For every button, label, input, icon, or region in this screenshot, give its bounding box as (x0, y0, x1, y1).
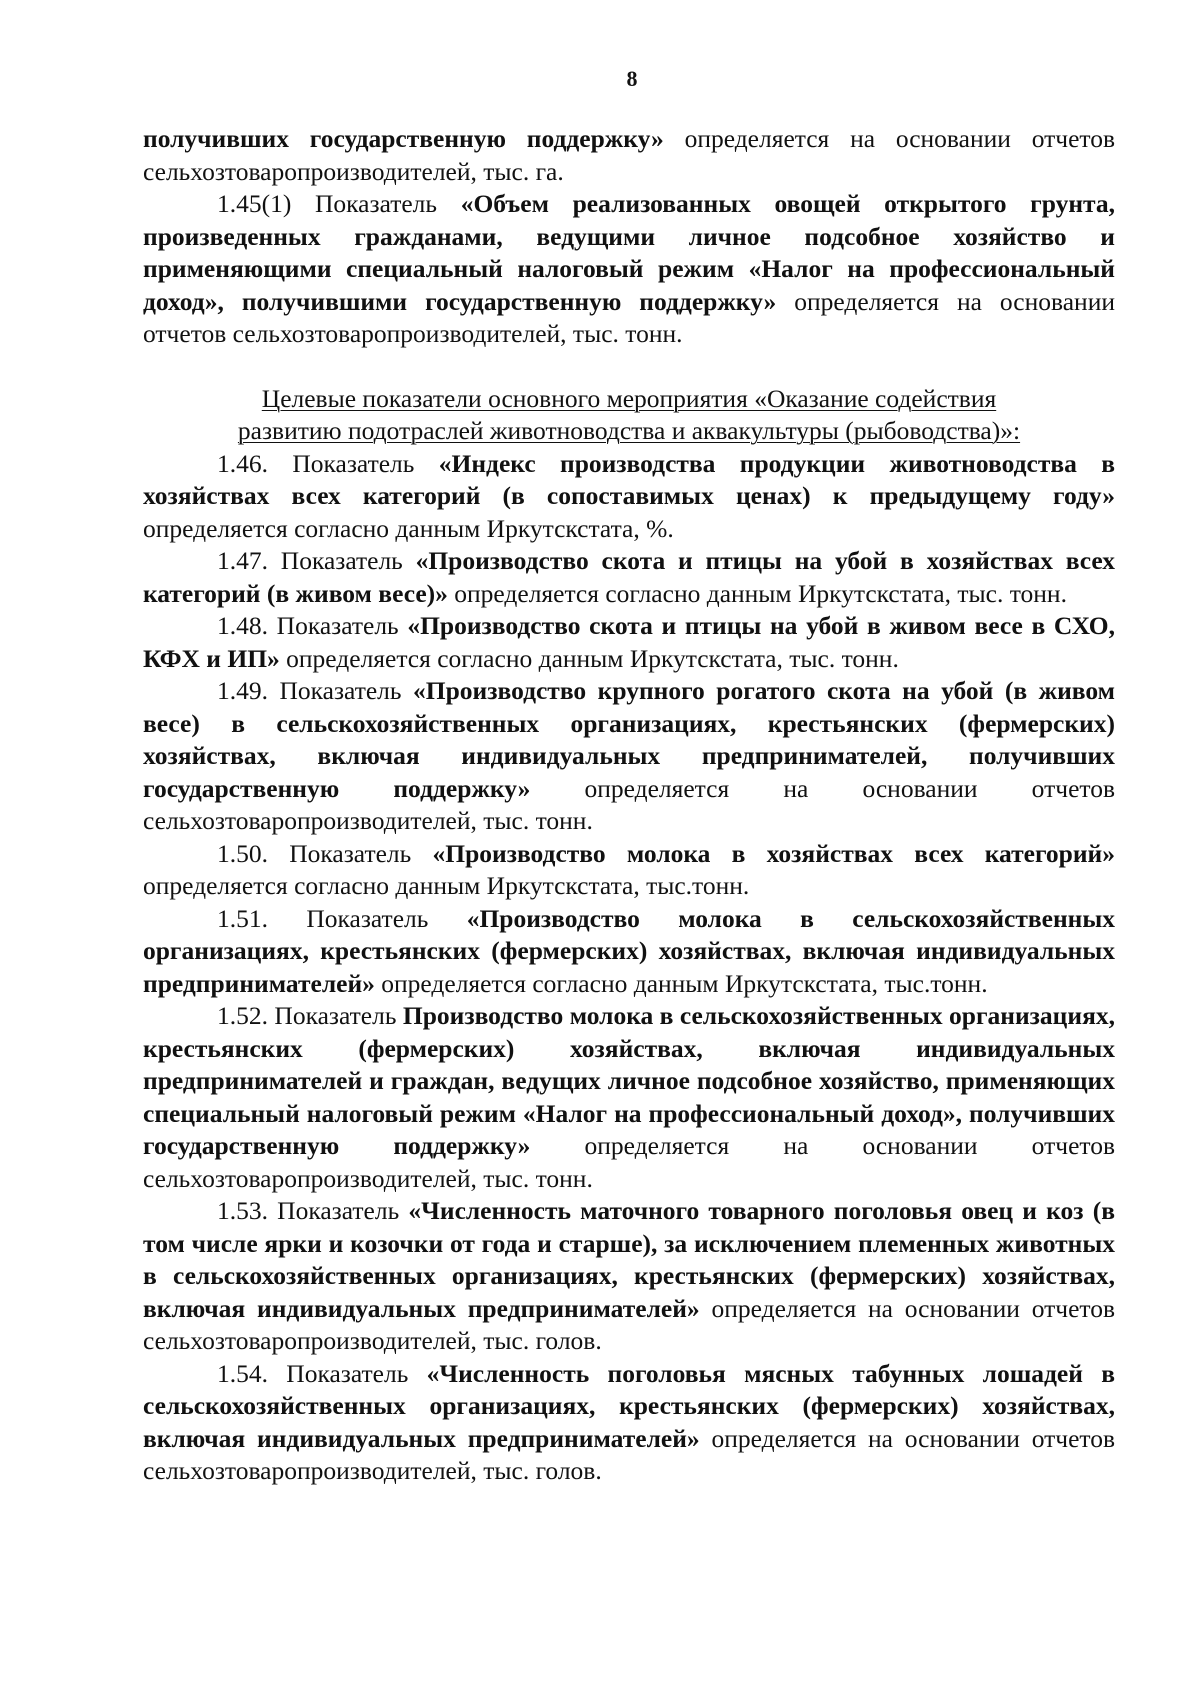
section-heading-line-1: Целевые показатели основного мероприятия «Оказание содействия (261, 383, 997, 413)
paragraph-text: определяется согласно данным Иркутскстата, тыс.тонн. (374, 968, 988, 998)
items-list (143, 448, 1115, 1488)
paragraph-bold-text: «Производство молока в хозяйствах всех категорий» (432, 838, 1115, 868)
paragraph-text: определяется на основании отчетов сельхозтоваропроизводителей, тыс. голов. (143, 1423, 1115, 1485)
paragraph-text: определяется на основании отчетов сельхозтоваропроизводителей, тыс. га. (143, 124, 1115, 186)
paragraph-bold-text: «Индекс производства продукции животноводства в хозяйствах всех категорий (в сопоставимых ценах) к предыдущему году» (143, 448, 1115, 510)
page-number: 8 (626, 66, 638, 91)
document-body (143, 123, 1115, 1488)
paragraph-text: определяется на основании отчетов сельхозтоваропроизводителей, тыс. тонн. (143, 1131, 1115, 1193)
paragraph-lead: Показатель (268, 611, 408, 640)
paragraph-number: 1.46. (217, 448, 268, 478)
paragraph-lead: Показатель (268, 1001, 403, 1030)
paragraph-text: определяется согласно данным Иркутскстата, тыс. тонн. (279, 643, 899, 673)
paragraph-number: 1.47. (217, 546, 268, 575)
paragraph-lead: Показатель (268, 676, 414, 705)
paragraph-text: определяется на основании отчетов сельхозтоваропроизводителей, тыс. голов. (143, 1293, 1115, 1355)
paragraph-text: определяется на основании отчетов сельхозтоваропроизводителей, тыс. тонн. (143, 773, 1115, 835)
paragraph-number: 1.50. (217, 838, 268, 868)
paragraph-bold-text: «Производство молока в сельскохозяйственных организациях, крестьянских (фермерских) хозяйствах, включая индивидуальных предпринимателей» (143, 903, 1115, 998)
paragraph-continuation (143, 123, 1115, 188)
paragraph-number: 1.45(1) (217, 189, 292, 218)
paragraph-bold-text: «Производство крупного рогатого скота на убой (в живом весе) в сельскохозяйственных организациях, крестьянских (фермерских) хозяйствах, включая индивидуальных предпринимателей, получивших государственную поддержку» (143, 676, 1115, 803)
paragraph-number: 1.54. (217, 1358, 268, 1388)
paragraph-bold-text: «Численность поголовья мясных табунных лошадей в сельскохозяйственных организациях, крестьянских (фермерских) хозяйствах, включая индивидуальных предпринимателей» (143, 1358, 1115, 1453)
paragraph-lead: Показатель (268, 1196, 409, 1225)
paragraph-bold-text: «Объем реализованных овощей открытого грунта, произведенных гражданами, ведущими личное подсобное хозяйство и применяющими специальный налоговый режим «Налог на профессиональный доход», получившими государственную поддержку» (143, 189, 1115, 316)
paragraph-lead: Показатель (268, 903, 467, 933)
paragraph-number: 1.52. (217, 1001, 268, 1030)
paragraph-number: 1.48. (217, 611, 268, 640)
paragraph-bold-text: Производство молока в сельскохозяйственных организациях, крестьянских (фермерских) хозяйствах, включая индивидуальных предпринимателей и граждан, ведущих личное подсобное хозяйство, применяющих специальный налоговый режим «Налог на профессиональный доход», получивших государственную поддержку» (143, 1001, 1115, 1160)
list-item (143, 545, 1115, 610)
section-heading-line-2: развитию подотраслей животноводства и аквакультуры (рыбоводства)»: (237, 416, 1021, 445)
paragraph-text: определяется согласно данным Иркутскстата, %. (143, 513, 674, 543)
paragraph-bold-text: «Численность маточного товарного поголовья овец и коз (в том числе ярки и козочки от года и старше), за исключением племенных животных в сельскохозяйственных организациях, крестьянских (фермерских) хозяйствах, включая индивидуальных предпринимателей» (143, 1196, 1115, 1323)
list-item (143, 903, 1115, 1001)
paragraph-bold-text: получивших государственную поддержку» (143, 124, 664, 153)
paragraph-lead: Показатель (268, 448, 439, 478)
paragraph-text: определяется согласно данным Иркутскстата, тыс.тонн. (143, 871, 750, 900)
paragraph-text: определяется на основании отчетов сельхозтоваропроизводителей, тыс. тонн. (143, 286, 1115, 348)
paragraph-bold-text: «Производство скота и птицы на убой в хозяйствах всех категорий (в живом весе)» (143, 546, 1115, 608)
list-item (143, 838, 1115, 903)
paragraph-1-45-1 (143, 188, 1115, 351)
paragraph-text: определяется согласно данным Иркутскстата, тыс. тонн. (447, 578, 1067, 608)
list-item (143, 675, 1115, 838)
list-item (143, 1358, 1115, 1488)
paragraph-lead: Показатель (268, 1358, 427, 1388)
section-heading (143, 383, 1115, 448)
paragraph-lead: Показатель (268, 546, 416, 575)
list-item (143, 1195, 1115, 1358)
list-item (143, 610, 1115, 675)
paragraph-number: 1.51. (217, 903, 268, 933)
list-item (143, 1000, 1115, 1195)
paragraph-lead: Показатель (291, 189, 461, 218)
paragraph-number: 1.53. (217, 1196, 268, 1225)
list-item (143, 448, 1115, 546)
paragraph-number: 1.49. (217, 676, 268, 705)
paragraph-bold-text: «Производство скота и птицы на убой в живом весе в СХО, КФХ и ИП» (143, 611, 1115, 673)
paragraph-lead: Показатель (268, 838, 433, 868)
